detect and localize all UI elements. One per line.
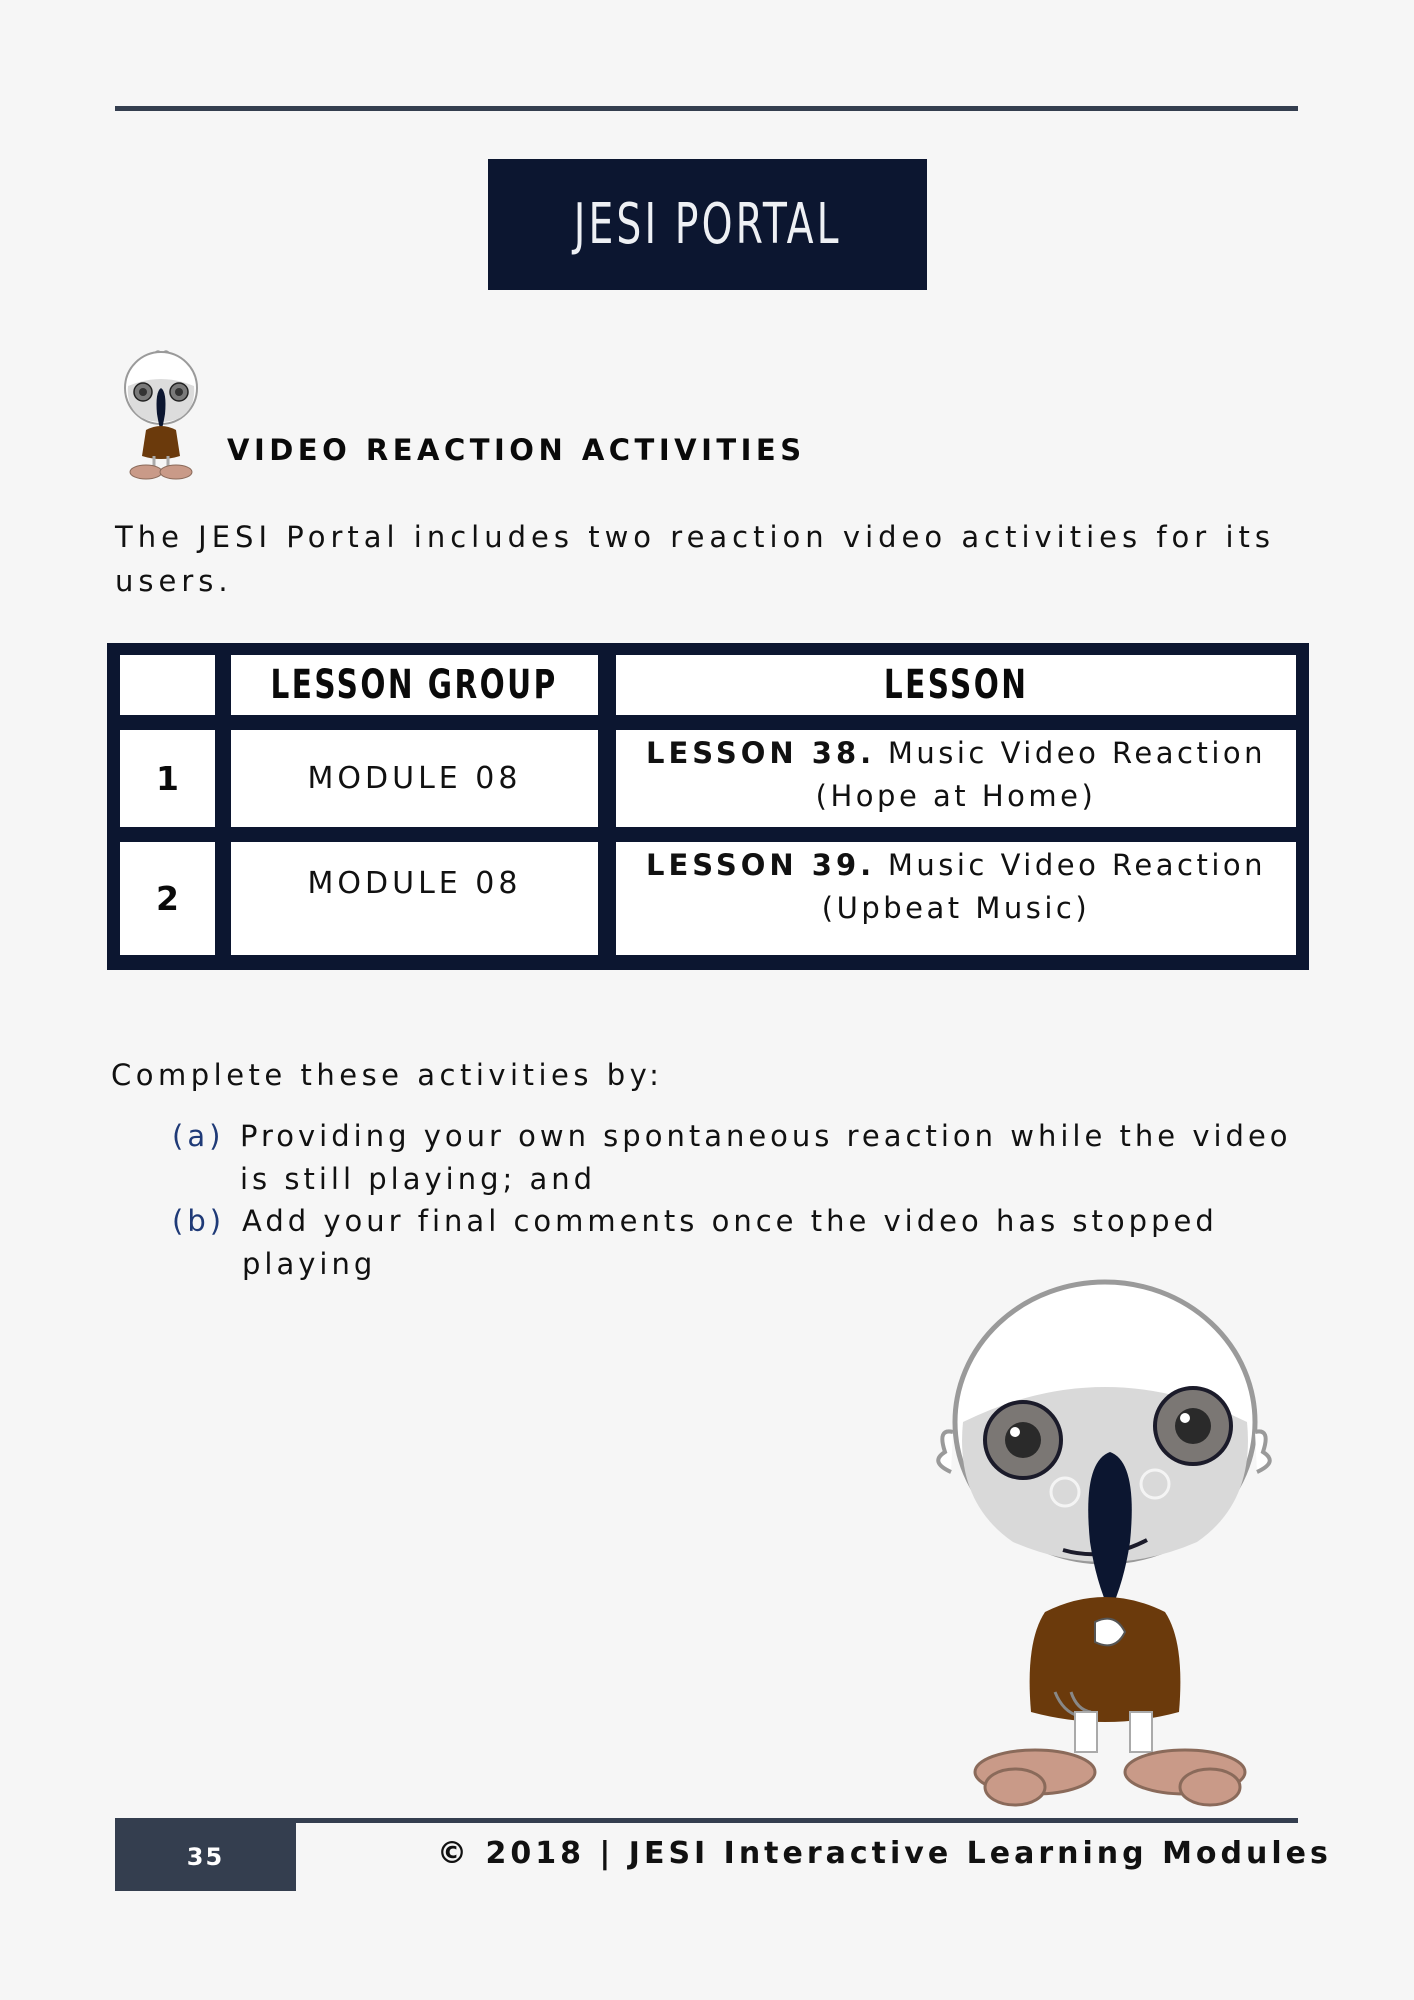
instructions-lead: Complete these activities by: bbox=[111, 1058, 664, 1092]
instruction-text-a: Providing your own spontaneous reaction while the video is still playing; and bbox=[240, 1119, 1292, 1196]
instruction-marker-a: (a) bbox=[172, 1119, 225, 1153]
table-row-1-group: MODULE 08 bbox=[231, 730, 598, 827]
intro-paragraph: The JESI Portal includes two reaction video activities for its users. bbox=[115, 520, 1275, 598]
header-cell-number bbox=[120, 655, 215, 715]
table-row-2-group: MODULE 08 bbox=[231, 842, 598, 955]
owl-mascot-large-icon bbox=[935, 1262, 1275, 1822]
table-row-1-number: 1 bbox=[120, 730, 215, 827]
lesson-38-label: LESSON 38. bbox=[645, 736, 876, 770]
top-divider bbox=[115, 106, 1298, 111]
page-number: 35 bbox=[186, 1843, 225, 1871]
header-cell-lesson-group bbox=[231, 655, 598, 715]
page-title: JESI PORTAL bbox=[573, 192, 842, 257]
title-banner bbox=[488, 159, 927, 290]
column-header-lesson: LESSON bbox=[883, 662, 1029, 708]
instruction-text-b: Add your final comments once the video has stopped playing bbox=[242, 1204, 1218, 1281]
table-row-2-lesson: LESSON 39. Music Video Reaction (Upbeat Music) bbox=[616, 842, 1296, 955]
column-header-lesson-group: LESSON GROUP bbox=[270, 662, 559, 708]
lesson-39-label: LESSON 39. bbox=[645, 848, 876, 882]
footer-copyright: © 2018 | JESI Interactive Learning Modules bbox=[437, 1836, 1332, 1871]
instruction-marker-b: (b) bbox=[172, 1204, 226, 1238]
page-number-box bbox=[115, 1823, 296, 1891]
header-cell-lesson bbox=[616, 655, 1296, 715]
section-heading: VIDEO REACTION ACTIVITIES bbox=[227, 433, 806, 467]
table-row-2-number: 2 bbox=[120, 842, 215, 955]
owl-mascot-small-icon bbox=[118, 346, 204, 488]
lesson-table bbox=[107, 643, 1309, 970]
table-row-1-lesson: LESSON 38. Music Video Reaction (Hope at Home) bbox=[616, 730, 1296, 827]
